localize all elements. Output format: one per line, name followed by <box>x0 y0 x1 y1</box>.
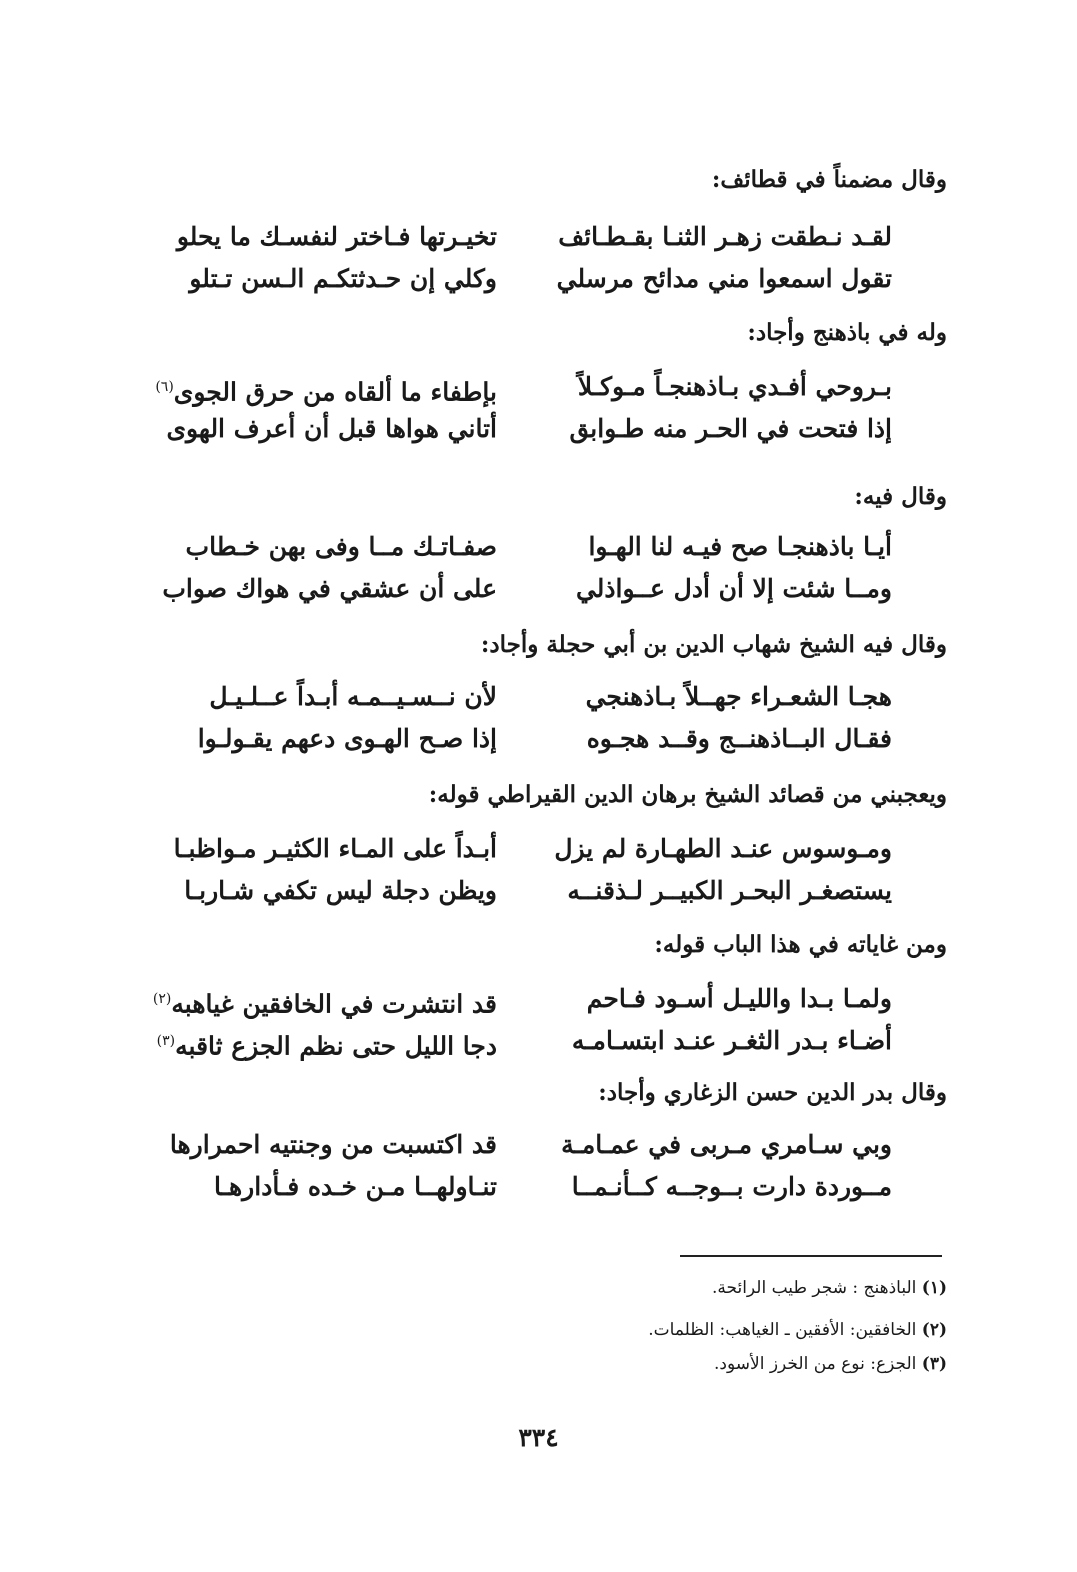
verse-first-hemistich: مــوردة دارت بــوجــه كــأنـمــا <box>571 1172 892 1201</box>
verse-second-hemistich: أتاني هواها قبل أن أعرف الهوى <box>166 414 497 443</box>
section-heading: وقال فيه الشيخ شهاب الدين بن أبي حجلة وأجاد: <box>480 631 947 658</box>
verse-second-hemistich: وكلي إن حـدثتكـم الـسن تـتلو <box>189 264 497 293</box>
footnote <box>714 1352 947 1376</box>
verse-first-hemistich: ولمـا بـدا والليـل أسـود فـاحم <box>586 984 892 1013</box>
verse-second-hemistich <box>156 1024 497 1063</box>
verse-second-hemistich: أبـداً على المـاء الكثيـر مـواظبـا <box>173 834 497 863</box>
verse-second-hemistich <box>152 982 497 1021</box>
footnote-text: الجزع: نوع من الخرز الأسود. <box>714 1354 917 1374</box>
verse-second-hemistich: ويظن دجلة ليس تكفي شـاربـا <box>184 876 497 905</box>
verse-first-hemistich: لقـد نـطقت زهـر الثنـا بقـطـائف <box>558 222 892 251</box>
verse-second-hemistich: صفـاتـك مــا وفى بهن خـطاب <box>185 532 497 561</box>
footnote-separator <box>680 1255 942 1257</box>
verse-first-hemistich: ومـوسوس عنـد الطهـارة لم يزل <box>554 834 892 863</box>
verse-first-hemistich: بـروحي أفـدي بـاذهنجـاً مـوكـلاً <box>577 372 892 401</box>
footnote-reference: (٦) <box>155 379 174 395</box>
verse-first-hemistich: فقـال البــاذهنــج وقــد هجـوه <box>586 724 892 753</box>
footnote <box>648 1318 947 1342</box>
verse-first-hemistich: تقول اسمعوا مني مدائح مرسلي <box>556 264 892 293</box>
section-heading: ويعجبني من قصائد الشيخ برهان الدين القيراطي قوله: <box>428 781 947 808</box>
hemistich-text: بإطفاء ما ألقاه من حرق الجوى <box>173 377 497 407</box>
verse-first-hemistich: إذا فتحت في الحـر منه طـوابق <box>569 414 892 443</box>
footnote-text: الباذهنج : شجر طيب الرائحة. <box>711 1278 917 1298</box>
verse-first-hemistich: وبي سـامري مـربى في عمـامـة <box>561 1130 892 1159</box>
footnote-text: الخافقين: الأفقين ـ الغياهب: الظلمات. <box>648 1320 917 1340</box>
footnote-number: (٢) <box>921 1320 947 1340</box>
verse-second-hemistich: قد اكتسبت من وجنتيه احمرارها <box>169 1130 497 1159</box>
footnote-reference: (٣) <box>156 1033 176 1049</box>
page-number: ٣٣٤ <box>518 1423 559 1452</box>
verse-first-hemistich: يستصغـر البحـر الكبيــر لـذقنــه <box>567 876 892 905</box>
footnote-number: (١) <box>921 1278 947 1298</box>
verse-second-hemistich: تخيـرتها فـاختر لنفسـك ما يحلو <box>176 222 497 251</box>
footnote <box>712 1276 947 1300</box>
verse-first-hemistich: أضـاء بـدر الثغـر عنـد ابتسـامـه <box>571 1026 892 1055</box>
section-heading: وقال فيه: <box>854 483 947 510</box>
section-heading: ومن غاياته في هذا الباب قوله: <box>654 931 947 958</box>
footnote-number: (٣) <box>921 1354 947 1374</box>
verse-second-hemistich <box>155 370 497 409</box>
section-heading: وله في باذهنج وأجاد: <box>747 319 947 346</box>
hemistich-text: دجا الليل حتى نظم الجزع ثاقبه <box>175 1031 497 1061</box>
verse-second-hemistich: إذا صـح الهـوى دعهم يقـولـوا <box>197 724 497 753</box>
verse-first-hemistich: أيـا باذهنجـا صح فيـه لنا الهـوا <box>588 532 892 561</box>
section-heading: وقال بدر الدين حسن الزغاري وأجاد: <box>598 1079 947 1106</box>
verse-second-hemistich: على أن عشقي في هواك صواب <box>162 574 497 603</box>
section-heading: وقال مضمناً في قطائف: <box>711 166 947 193</box>
verse-second-hemistich: تنـاولهــا مـن خـده فـأدارهـا <box>214 1172 497 1201</box>
verse-first-hemistich: ومــا شئت إلا أن أدل عــواذلي <box>575 574 892 603</box>
hemistich-text: قد انتشرت في الخافقين غياهبه <box>171 989 497 1019</box>
verse-second-hemistich: لأن نــسـيــمـه أبـداً عــلـيـل <box>209 682 497 711</box>
verse-first-hemistich: هجـا الشعـراء جهــلاً بـاذهنجي <box>585 682 892 711</box>
footnote-reference: (٢) <box>152 991 172 1007</box>
